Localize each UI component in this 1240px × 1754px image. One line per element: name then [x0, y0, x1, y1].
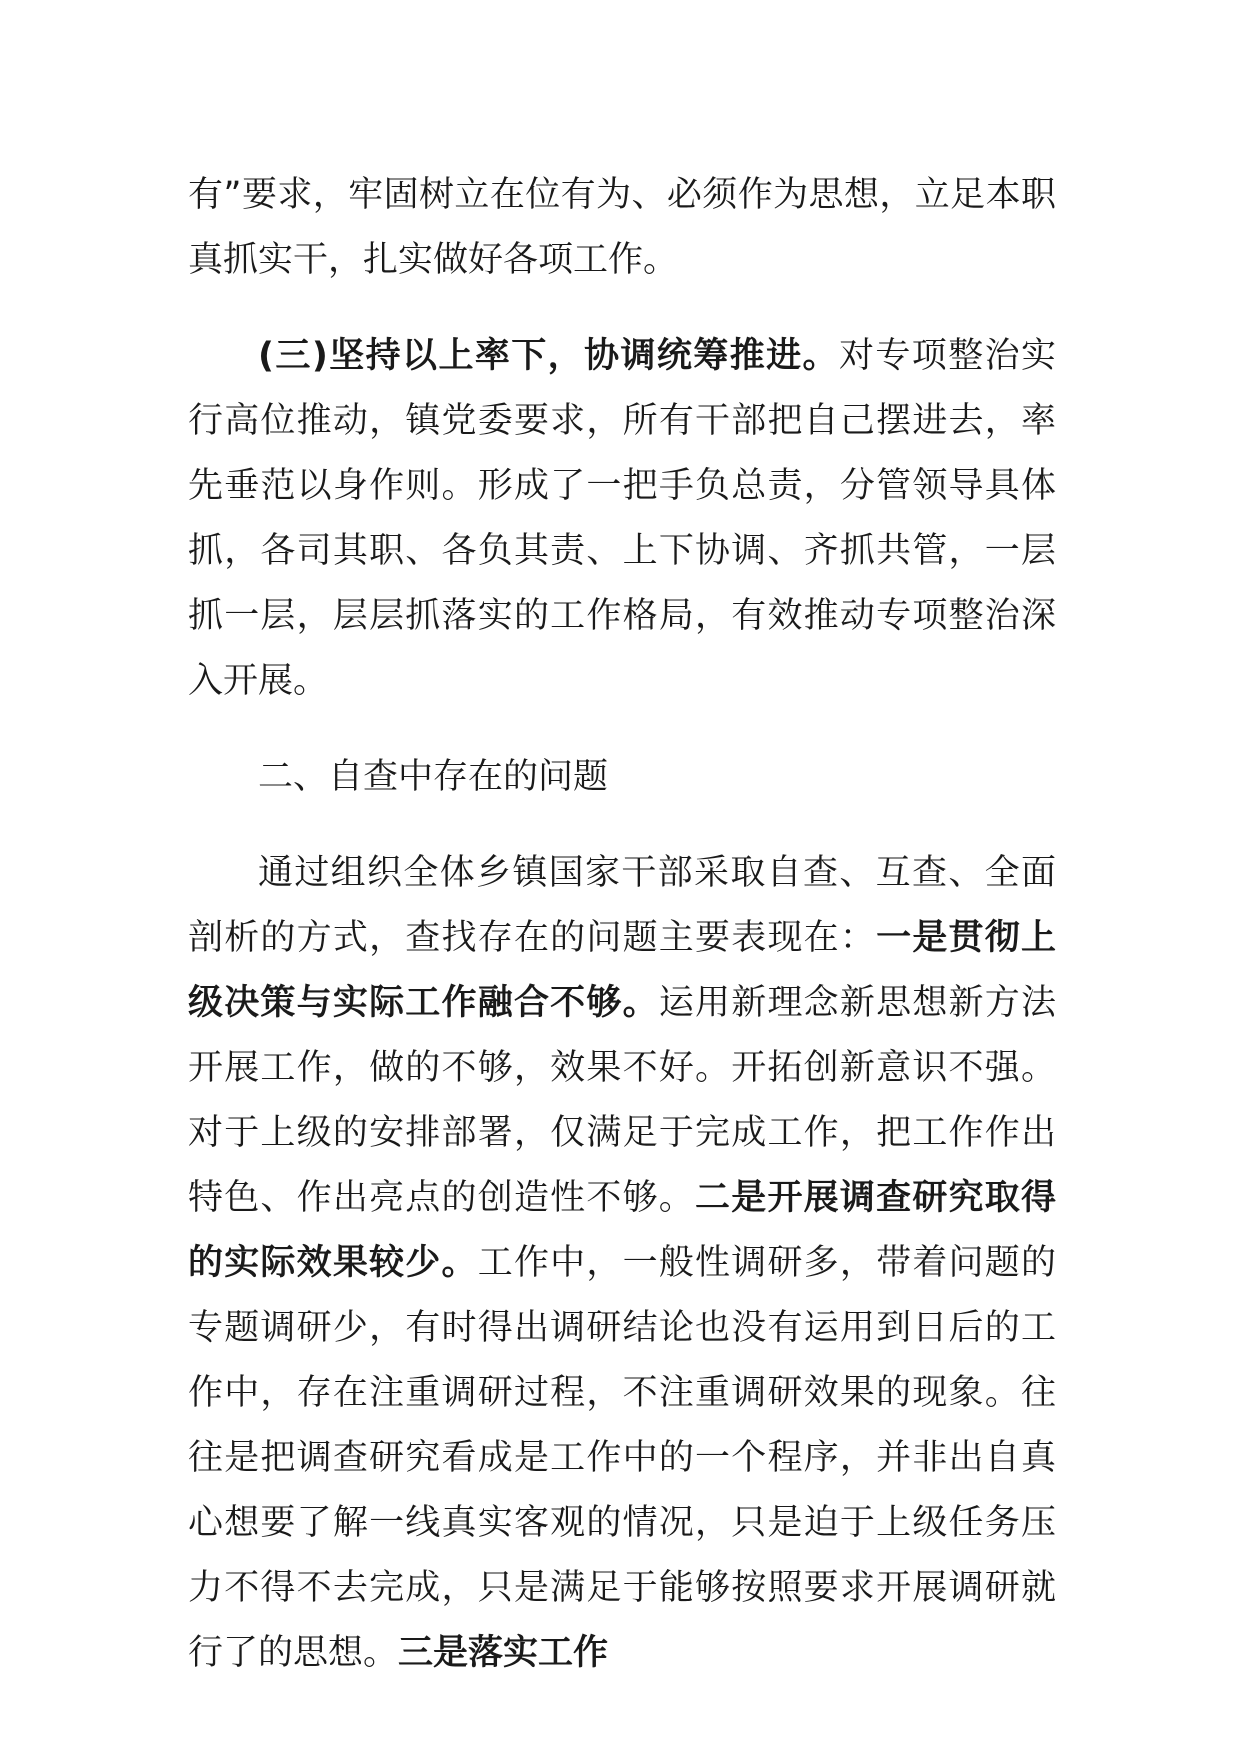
- problem-three-bold: 三是落实工作: [398, 1633, 609, 1673]
- paragraph-text: 通过组织全体乡镇国家干部采取自查、互查、全面剖析的方式，查找存在的问题主要表现在：: [188, 853, 1056, 958]
- paragraph-continuation: [188, 163, 1056, 293]
- heading-text: 二、自查中存在的问题: [258, 757, 609, 797]
- section-heading-bold: (三)坚持以上率下，协调统筹推进。: [258, 336, 839, 376]
- paragraph-text: 对专项整治实行高位推动，镇党委要求，所有干部把自己摆进去，率先垂范以身作则。形成了一把手负总责，分管领导具体抓，各司其职、各负其责、上下协调、齐抓共管，一层抓一层，层层抓落实的工作格局，有效推动专项整治深入开展。: [188, 336, 1056, 701]
- paragraph-problems: [188, 841, 1056, 1686]
- paragraph-section-three: [188, 324, 1056, 714]
- problem-two-bold: 二是开展调查研究取得的实际效果较少。: [188, 1178, 1056, 1283]
- paragraph-text: 运用新理念新思想新方法开展工作，做的不够，效果不好。开拓创新意识不强。对于上级的安排部署，仅满足于完成工作，把工作作出特色、作出亮点的创造性不够。: [188, 983, 1056, 1218]
- document-body: [188, 163, 1056, 1686]
- paragraph-text: 工作中，一般性调研多，带着问题的专题调研少，有时得出调研结论也没有运用到日后的工作中，存在注重调研过程，不注重调研效果的现象。往往是把调查研究看成是工作中的一个程序，并非出自真心想要了解一线真实客观的情况，只是迫于上级任务压力不得不去完成，只是满足于能够按照要求开展调研就行了的思想。: [188, 1243, 1056, 1673]
- paragraph-text: 有”要求，牢固树立在位有为、必须作为思想，立足本职真抓实干，扎实做好各项工作。: [188, 175, 1056, 280]
- section-heading-problems: [188, 745, 1056, 810]
- problem-one-bold: 一是贯彻上级决策与实际工作融合不够。: [188, 918, 1056, 1023]
